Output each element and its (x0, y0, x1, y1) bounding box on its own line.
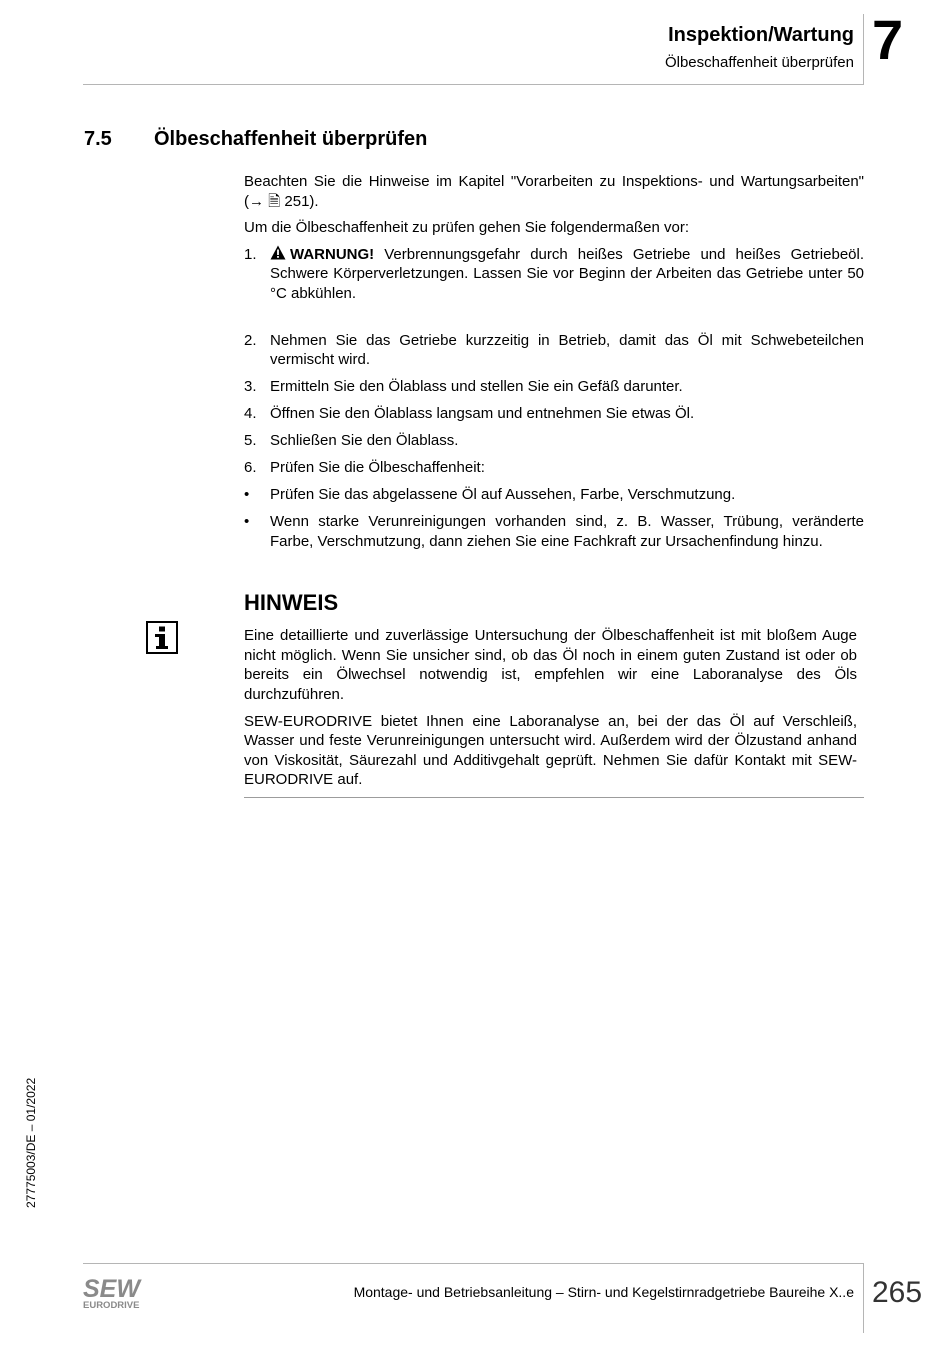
step-text: Verbrennungsgefahr durch heißes Getriebe und heißes Getriebeöl. Schwere Körperverletzungen. Lassen Sie vor Beginn der Arbeiten das Getriebe unter 50 °C abkühlen. (270, 245, 864, 302)
sew-eurodrive-logo (82, 1276, 154, 1310)
step-marker: 2. (244, 331, 257, 349)
hinweis-paragraph: SEW-EURODRIVE bietet Ihnen eine Laboranalyse an, bei der das Öl auf Verschleiß, Wasser und feste Verunreinigungen untersucht wird. Außerdem wird der Ölzustand anhand von Viskosität, Säurezahl und Additivgehalt geprüft. Nehmen Sie dafür Kontakt mit SEW-EURODRIVE auf. (244, 712, 857, 788)
bullet-item (244, 485, 864, 505)
running-header-subtitle: Ölbeschaffenheit überprüfen (664, 54, 854, 71)
step-text: Ermitteln Sie den Ölablass und stellen Sie ein Gefäß darunter. (270, 378, 683, 395)
header-divider-horizontal (83, 84, 863, 85)
running-header-title: Inspektion/Wartung (668, 24, 854, 46)
step-marker: 1. (244, 245, 257, 263)
footer-divider-vertical (863, 1263, 864, 1333)
header-divider-vertical (863, 14, 864, 85)
step-item (244, 245, 864, 304)
manual-title: Montage- und Betriebsanleitung – Stirn- und Kegelstirnradgetriebe Baureihe X..e (353, 1284, 854, 1300)
warning-triangle-icon (270, 245, 286, 260)
warning-label: WARNUNG! (290, 245, 375, 263)
intro-paragraph: Beachten Sie die Hinweise im Kapitel "Vorarbeiten zu Inspektions- und Wartungsarbeiten" (→ 🗎 251). (244, 173, 864, 210)
step-text: Nehmen Sie das Getriebe kurzzeitig in Betrieb, damit das Öl mit Schwebeteilchen vermischt wird. (270, 331, 864, 368)
hinweis-bottom-rule (244, 797, 864, 798)
step-marker: 3. (244, 378, 257, 395)
bullet-text: Prüfen Sie das abgelassene Öl auf Aussehen, Farbe, Verschmutzung. (270, 486, 736, 503)
step-item (244, 458, 864, 478)
section-title: Ölbeschaffenheit überprüfen (154, 128, 428, 150)
document-code: 27775003/DE – 01/2022 (24, 1077, 38, 1208)
bullet-marker: • (244, 513, 250, 530)
bullet-item (244, 512, 864, 551)
hinweis-paragraph: Eine detaillierte und zuverlässige Untersuchung der Ölbeschaffenheit ist mit bloßem Auge nicht möglich. Wenn Sie unsicher sind, ob das Öl noch in einem guten Zustand ist oder ob bereits ein Ölwechsel notwendig ist, empfehlen wir eine Laboranalyse des Öls durchzuführen. (244, 627, 857, 703)
step-item (244, 377, 864, 397)
section-number: 7.5 (84, 128, 112, 150)
footer-divider-horizontal (83, 1263, 863, 1264)
page-number: 265 (872, 1276, 923, 1309)
step-text: Prüfen Sie die Ölbeschaffenheit: (270, 459, 485, 476)
chapter-number: 7 (872, 8, 904, 71)
logo-text-top: SEW (83, 1276, 140, 1303)
step-marker: 6. (244, 459, 257, 476)
hinweis-body (244, 626, 857, 797)
step-text: Öffnen Sie den Ölablass langsam und entnehmen Sie etwas Öl. (270, 405, 695, 422)
step-item (244, 404, 864, 424)
step-marker: 5. (244, 432, 257, 449)
step-text: Schließen Sie den Ölablass. (270, 432, 459, 449)
bullet-marker: • (244, 486, 250, 503)
info-icon (146, 621, 178, 654)
logo-text-bottom: EURODRIVE (83, 1300, 140, 1310)
intro-paragraph: Um die Ölbeschaffenheit zu prüfen gehen Sie folgendermaßen vor: (244, 219, 689, 236)
step-item (244, 431, 864, 451)
step-item (244, 331, 864, 370)
hinweis-title: HINWEIS (244, 590, 339, 615)
bullet-text: Wenn starke Verunreinigungen vorhanden sind, z. B. Wasser, Trübung, veränderte Farbe, Verschmutzung, dann ziehen Sie eine Fachkraft zur Ursachenfindung hinzu. (270, 513, 864, 550)
section-body (244, 172, 864, 559)
step-marker: 4. (244, 405, 257, 422)
